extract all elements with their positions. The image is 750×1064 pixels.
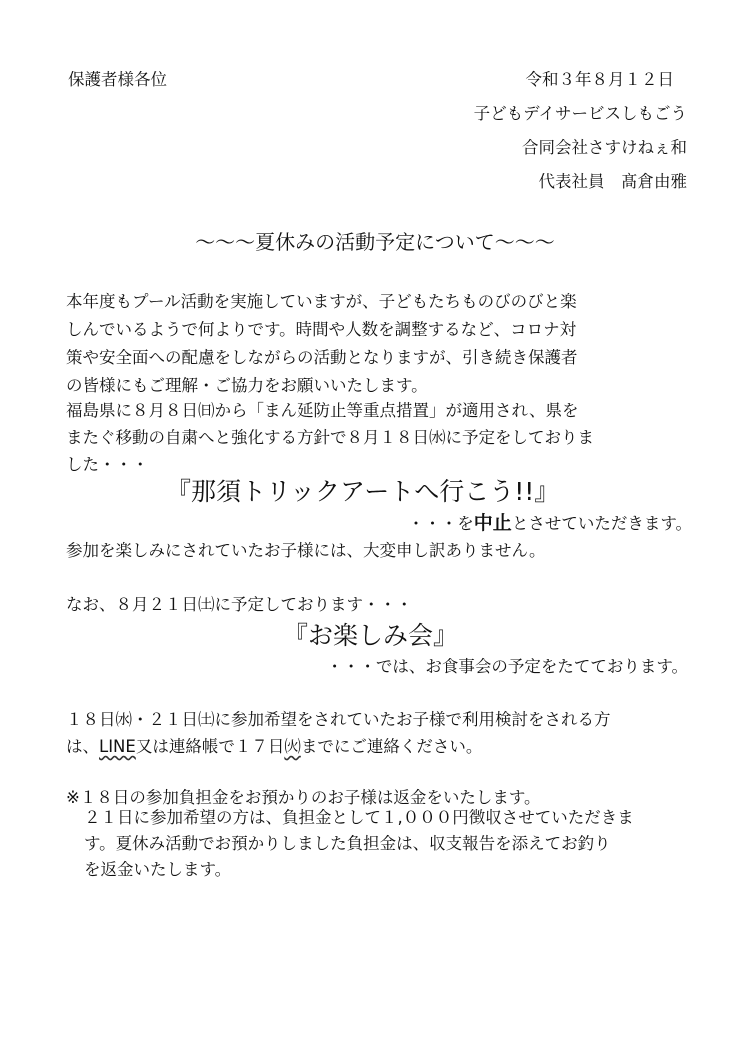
event2-detail: ・・・では、お食事会の予定をたてております。 [326,657,688,676]
contact-suffix: までにご連絡ください。 [300,737,483,756]
event-status-line [408,513,692,534]
event-status-suffix: とさせていただきます。 [511,514,692,533]
sender-org: 子どもデイサービスしもごう [473,104,687,123]
letter-date: 令和３年８月１２日 [525,70,674,89]
event-name-otanoshimikai: 『お楽しみ会』 [283,621,459,650]
sender-representative: 代表社員 髙倉由雅 [538,172,687,191]
contact-line: １８日㈬・２１日㈯に参加希望をされていたお子様で利用検討をされる方 [66,710,611,729]
letter-title: ～～～夏休みの活動予定について～～～ [195,230,555,254]
body-line: した・・・ [66,455,149,474]
event-name-trickart: 『那須トリックアートへ行こう!!』 [166,477,560,506]
event-status-cancelled: 中止 [473,512,512,534]
contact-line-app: LINE [99,737,136,756]
note-line: す。夏休み活動でお預かりしました負担金は、収支報告を添えてお釣り [84,834,611,853]
note-line: ２１日に参加希望の方は、負担金として１,０００円徴収させていただきま [84,808,634,827]
event-status-prefix: ・・・を [407,514,474,533]
apology-line: 参加を楽しみにされていたお子様には、大変申し訳ありません。 [66,541,546,560]
body-line: の皆様にもご理解・ご協力をお願いいたします。 [66,376,428,395]
body-line: 策や安全面への配慮をしながらの活動となりますが、引き続き保護者 [66,348,578,367]
recipient: 保護者様各位 [68,70,167,89]
contact-mid: 又は連絡帳で１７日 [135,737,285,756]
body-line: またぐ移動の自粛へと強化する方針で８月１８日㈬に予定をしておりま [66,428,594,447]
contact-prefix: は、 [66,737,99,756]
body-line: しんでいるようで何よりです。時間や人数を調整するなど、コロナ対 [66,320,577,339]
contact-deadline-day: ㈫ [284,737,301,756]
note-line: を返金いたします。 [84,860,232,879]
note-line: ※１８日の参加負担金をお預かりのお子様は返金をいたします。 [66,788,541,807]
sender-company: 合同会社さすけねぇ和 [522,138,687,157]
body-line: 福島県に８月８日㈰から「まん延防止等重点措置」が適用され、県を [66,401,579,420]
event2-intro: なお、８月２１日㈯に予定しております・・・ [66,595,413,614]
body-line: 本年度もプール活動を実施していますが、子どもたちものびのびと楽 [66,292,577,311]
contact-line [66,737,482,757]
